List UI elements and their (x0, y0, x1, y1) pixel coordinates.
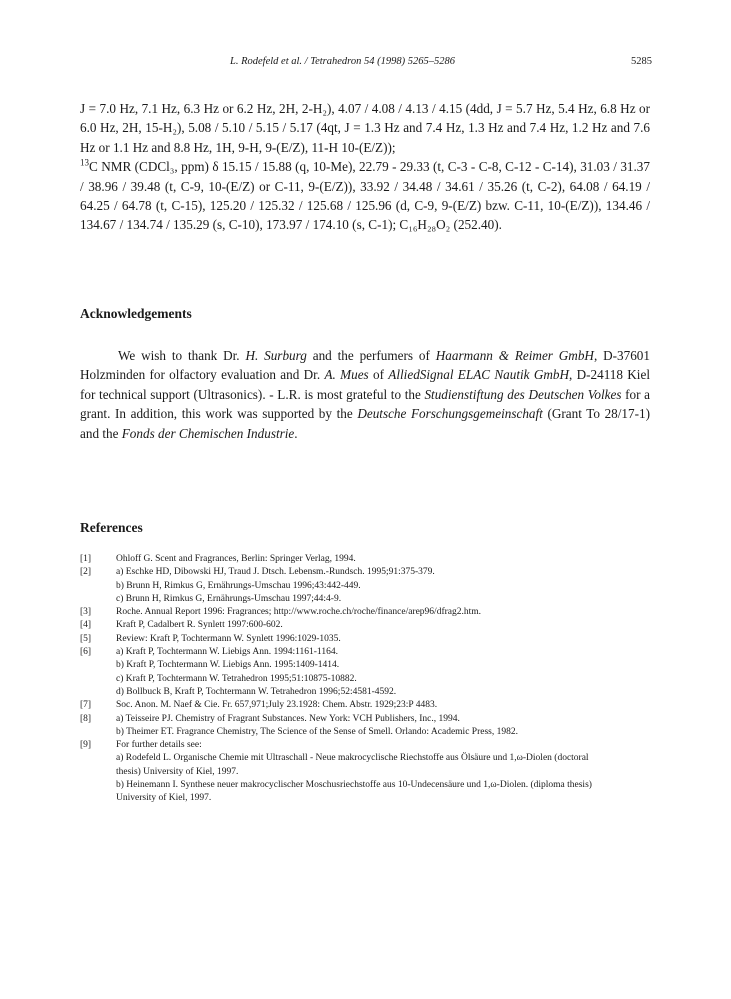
ack-company: Haarmann & Reimer GmbH (435, 348, 594, 363)
reference-line: For further details see: (116, 740, 202, 751)
c13-superscript: 13 (80, 157, 89, 168)
reference-entries (116, 566, 655, 606)
running-head (80, 56, 652, 72)
ack-text: (Grant To 28/17-1) and the (80, 406, 650, 441)
reference-item (80, 619, 655, 632)
ack-text: and the perfumers of (306, 348, 436, 363)
reference-number: [4] (80, 620, 92, 631)
reference-number: [3] (80, 607, 92, 618)
reference-number: [8] (80, 713, 92, 724)
acknowledgements-body (80, 346, 650, 443)
reference-item (80, 713, 655, 740)
reference-line: b) Kraft P, Tochtermann W. Liebigs Ann. 1995:1409-1414. (116, 660, 340, 671)
reference-item (80, 646, 655, 699)
reference-line: b) Theimer ET. Fragrance Chemistry, The Science of the Sense of Smell. Orlando: Academic Press, 1982. (116, 726, 518, 737)
reference-number: [6] (80, 647, 92, 658)
ack-text: , D-37601 Holzminden for olfactory evaluation and Dr. (80, 348, 650, 383)
references-list (80, 553, 655, 806)
reference-line: thesis) University of Kiel, 1997. (116, 766, 239, 777)
ack-name: H. Surburg (245, 348, 307, 363)
reference-number: [7] (80, 700, 92, 711)
reference-line: Soc. Anon. M. Naef & Cie. Fr. 657,971;July 23.1928: Chem. Abstr. 1929;23:P 4483. (116, 700, 438, 711)
reference-line: University of Kiel, 1997. (116, 793, 212, 804)
reference-number: [1] (80, 554, 92, 564)
page-number: 5285 (631, 56, 652, 67)
ack-company: AlliedSignal ELAC Nautik GmbH (388, 367, 569, 383)
ack-text: , D-24118 Kiel for technical support (Ultrasonics). - L.R. is most grateful to the (80, 367, 650, 402)
reference-item (80, 566, 655, 606)
reference-entries (116, 606, 655, 619)
reference-line: Review: Kraft P, Tochtermann W. Synlett 1996:1029-1035. (116, 633, 341, 644)
reference-number: [9] (80, 740, 92, 751)
reference-item (80, 739, 655, 805)
reference-number: [5] (80, 633, 92, 644)
reference-line: d) Bollbuck B, Kraft P, Tochtermann W. Tetrahedron 1996;52:4581-4592. (116, 686, 397, 697)
reference-line: b) Heinemann I. Synthese neuer makrocyclischer Moschusriechstoffe aus 10-Undecensäure und 1,ω-Diolen. (diploma thesis) (116, 780, 592, 791)
acknowledgements-heading: Acknowledgements (80, 306, 192, 321)
reference-line: c) Kraft P, Tochtermann W. Tetrahedron 1995;51:10875-10882. (116, 673, 357, 684)
nmr-data-paragraph (80, 99, 650, 235)
reference-line: c) Brunn H, Rimkus G, Ernährungs-Umschau 1997;44:4-9. (116, 593, 342, 604)
references-heading: References (80, 520, 143, 535)
reference-entries (116, 553, 655, 566)
running-head-citation: L. Rodefeld et al. / Tetrahedron 54 (1998) 5265–5286 (230, 56, 455, 67)
ack-text: for a grant. In addition, this work was supported by the (80, 386, 650, 422)
reference-line: Kraft P, Cadalbert R. Synlett 1997:600-602. (116, 620, 283, 631)
ack-foundation: Studienstiftung des Deutschen Volkes (424, 386, 622, 402)
nmr-data-block (80, 99, 650, 235)
ack-text: . (294, 425, 298, 441)
reference-item (80, 553, 655, 566)
h-nmr-text: J = 7.0 Hz, 7.1 Hz, 6.3 Hz or 6.2 Hz, 2H, 2-H₂), 4.07 / 4.08 / 4.13 / 4.15 (4dd, J = 5.7 Hz, 5.4 Hz, 6.8 Hz or 6.0 Hz, 2H, 15-H₂), 5.08 / 5.10 / 5.15 / 5.17 (4qt, J = 1.3 Hz and 7.4 Hz, 1.3 Hz and 7.4 Hz, 1.2 Hz and 7.6 Hz or 1.1 Hz and 8.8 Hz, 1H, 9-H, 9-(E/Z), 11-H 10-(E/Z)); (80, 101, 650, 155)
reference-line: a) Teisseire PJ. Chemistry of Fragrant Substances. New York: VCH Publishers, Inc., 1994. (116, 713, 460, 724)
c-nmr-text: C NMR (CDCl₃, ppm) δ 15.15 / 15.88 (q, 10-Me), 22.79 - 29.33 (t, C-3 - C-8, C-12 - C-14), 31.03 / 31.37 / 38.96 / 39.48 (t, C-9, 10-(E/Z) or C-11, 9-(E/Z)), 33.92 / 34.48 / 34.61 / 35.26 (t, C-2), 64.08 / 64.19 / 64.25 / 64.78 (t, C-15), 125.20 / 125.32 / 125.68 / 125.96 (d, C-9, 9-(E/Z) bzw. C-11, 10-(E/Z)), 134.46 / 134.67 / 134.74 / 135.29 (s, C-10), 173.97 / 174.10 (s, C-1); C₁₆H₂₈O₂ (252.40). (80, 159, 650, 233)
reference-entries (116, 739, 655, 805)
reference-line: Roche. Annual Report 1996: Fragrances; http://www.roche.ch/roche/finance/arep96/dfrag2.htm. (116, 607, 482, 618)
reference-item (80, 606, 655, 619)
reference-item (80, 633, 655, 646)
reference-line: a) Eschke HD, Dibowski HJ, Traud J. Dtsch. Lebensm.-Rundsch. 1995;91:375-379. (116, 567, 435, 578)
reference-entries (116, 646, 655, 699)
reference-entries (116, 619, 655, 632)
reference-entries (116, 633, 655, 646)
reference-entries (116, 713, 655, 740)
reference-line: Ohloff G. Scent and Fragrances, Berlin: Springer Verlag, 1994. (116, 554, 356, 564)
reference-item (80, 699, 655, 712)
ack-text: of (368, 367, 389, 383)
reference-line: a) Kraft P, Tochtermann W. Liebigs Ann. 1994:1161-1164. (116, 647, 338, 658)
ack-text: We wish to thank Dr. (118, 348, 246, 363)
reference-line: b) Brunn H, Rimkus G, Ernährungs-Umschau 1996;43:442-449. (116, 580, 361, 591)
reference-entries (116, 699, 655, 712)
ack-foundation: Fonds der Chemischen Industrie (121, 425, 295, 441)
reference-line: a) Rodefeld L. Organische Chemie mit Ultraschall - Neue makrocyclische Riechstoffe aus Ölsäure und 1,ω-Diolen (doctoral (116, 753, 589, 764)
ack-foundation: Deutsche Forschungsgemeinschaft (357, 406, 543, 422)
ack-name: A. Mues (324, 367, 369, 383)
reference-number: [2] (80, 567, 92, 578)
